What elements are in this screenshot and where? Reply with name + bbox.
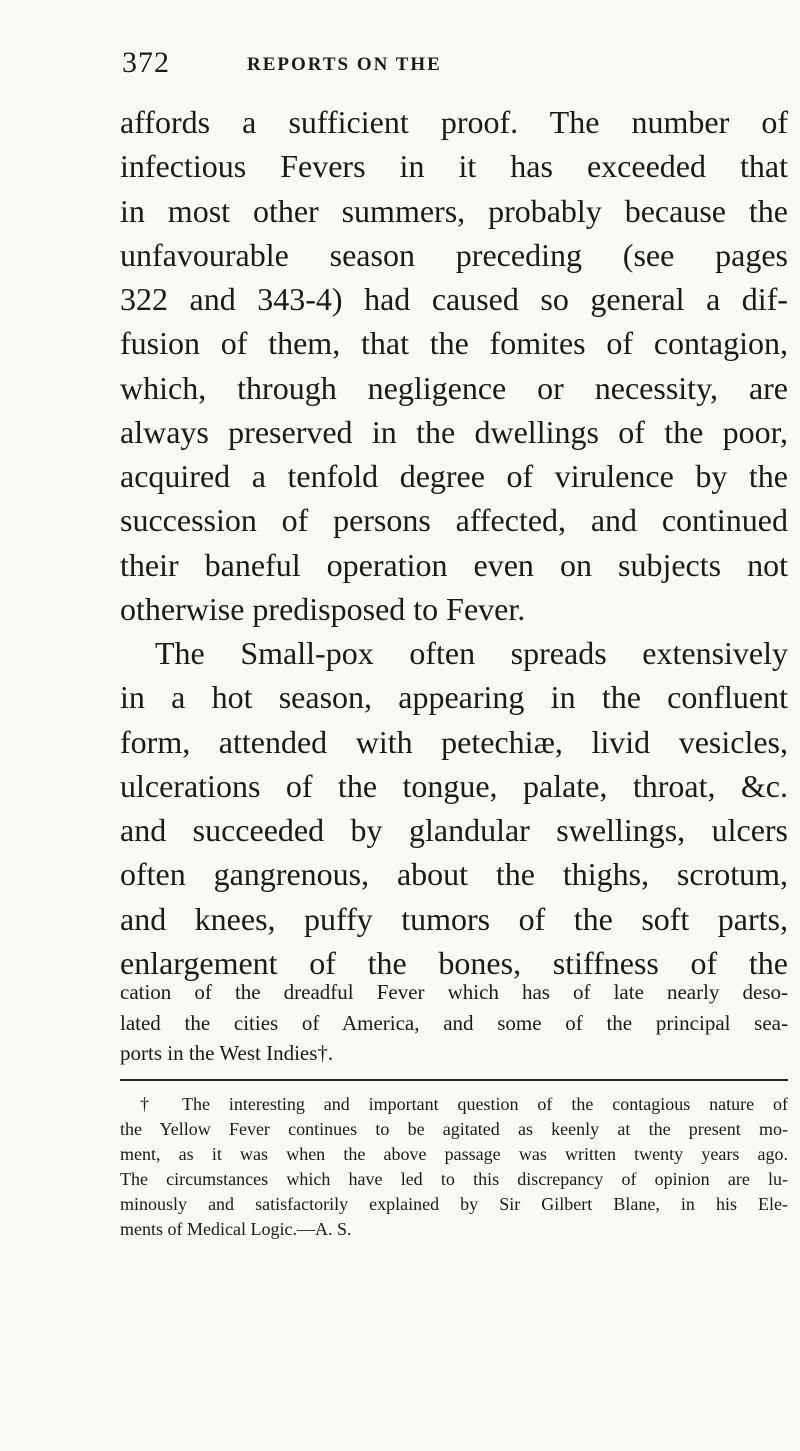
note-line: ment, as it was when the above passage was written twenty years ago. (120, 1144, 788, 1164)
footnote-line: lated the cities of America, and some of the principal sea- (120, 1010, 788, 1035)
text-line: acquired a tenfold degree of virulence by the (120, 458, 788, 494)
text-line: otherwise predisposed to Fever. (120, 590, 526, 627)
text-line: infectious Fevers in it has exceeded that (120, 148, 788, 185)
page-number: 372 (122, 46, 170, 79)
main-text (120, 100, 788, 985)
text-line: and succeeded by glandular swellings, ulcers (120, 812, 788, 848)
text-line: unfavourable season preceding (see pages (120, 236, 788, 273)
running-head: REPORTS ON THE (247, 54, 442, 75)
text-line: ulcerations of the tongue, palate, throat, &c. (120, 767, 788, 804)
text-line: and knees, puffy tumors of the soft parts, (120, 900, 788, 937)
page-header (122, 46, 682, 90)
editor-note (120, 1092, 788, 1242)
text-line: The Small-pox often spreads extensively (155, 635, 788, 671)
note-line: The circumstances which have led to this discrepancy of opinion are lu- (120, 1169, 788, 1189)
note-line: ments of Medical Logic.—A. S. (120, 1219, 352, 1239)
text-line: fusion of them, that the fomites of contagion, (120, 325, 788, 362)
text-line: form, attended with petechiæ, livid vesicles, (120, 723, 788, 760)
text-line: always preserved in the dwellings of the poor, (120, 413, 788, 450)
text-line: in a hot season, appearing in the confluent (120, 679, 788, 716)
text-line: 322 and 343-4) had caused so general a dif- (120, 281, 788, 317)
text-line: their baneful operation even on subjects not (120, 546, 788, 583)
note-line: minously and satisfactorily explained by Sir Gilbert Blane, in his Ele- (120, 1194, 788, 1214)
text-line: enlargement of the bones, stiffness of the (120, 944, 788, 981)
footnote-continuation (120, 977, 788, 1069)
footnote-divider (120, 1079, 788, 1081)
note-line: the Yellow Fever continues to be agitated as keenly at the present mo- (120, 1119, 788, 1139)
note-line: † The interesting and important question of the contagious nature of (140, 1094, 788, 1114)
text-line: often gangrenous, about the thighs, scrotum, (120, 856, 788, 893)
text-line: which, through negligence or necessity, are (120, 369, 788, 406)
text-line: affords a sufficient proof. The number of (120, 104, 788, 140)
text-line: in most other summers, probably because the (120, 192, 788, 229)
footnote-line: cation of the dreadful Fever which has of late nearly deso- (120, 980, 788, 1004)
footnote-line: ports in the West Indies†. (120, 1041, 334, 1065)
text-line: succession of persons affected, and continued (120, 502, 788, 539)
